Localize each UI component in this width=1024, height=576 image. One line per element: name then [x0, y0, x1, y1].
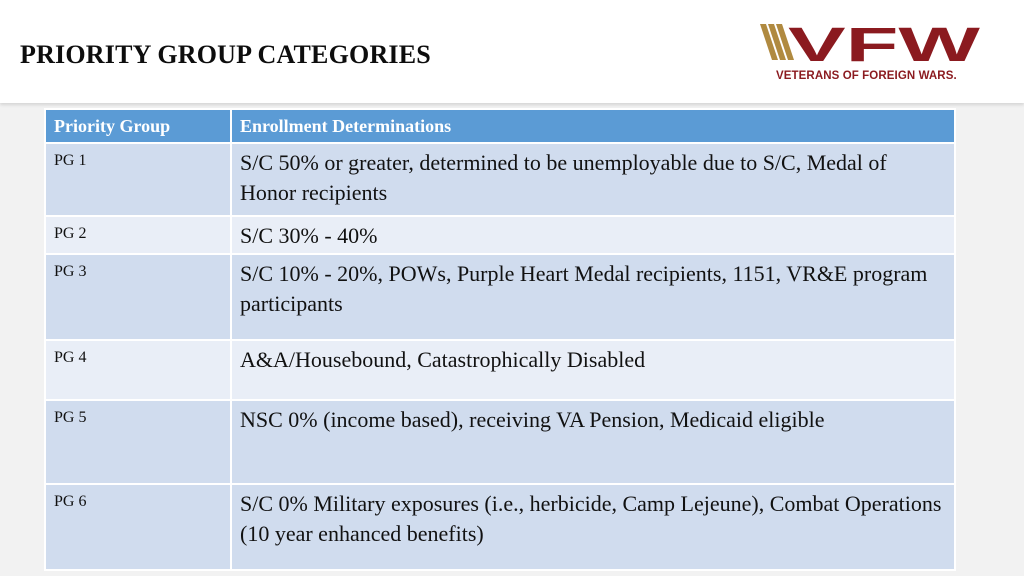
- cell-group: PG 6: [45, 484, 231, 570]
- cell-determination: S/C 0% Military exposures (i.e., herbicide, Camp Lejeune), Combat Operations (10 year enhanced benefits): [231, 484, 955, 570]
- table-row: [45, 216, 955, 254]
- table-header-row: [45, 109, 955, 143]
- logo-tagline: VETERANS OF FOREIGN WARS.: [776, 70, 957, 82]
- slide-header: [0, 0, 1024, 103]
- cell-determination: S/C 10% - 20%, POWs, Purple Heart Medal recipients, 1151, VR&E program participants: [231, 254, 955, 340]
- page-title: PRIORITY GROUP CATEGORIES: [20, 40, 431, 69]
- vfw-logo: [760, 20, 982, 86]
- logo-text: VFW: [788, 20, 982, 68]
- table-row: [45, 400, 955, 484]
- cell-group: PG 4: [45, 340, 231, 400]
- cell-group: PG 3: [45, 254, 231, 340]
- table-row: [45, 484, 955, 570]
- cell-determination: A&A/Housebound, Catastrophically Disabled: [231, 340, 955, 400]
- table-row: [45, 340, 955, 400]
- table-row: [45, 254, 955, 340]
- cell-group: PG 1: [45, 143, 231, 216]
- column-header-enrollment: Enrollment Determinations: [231, 109, 955, 143]
- priority-group-table: [44, 108, 956, 571]
- vfw-logo-mark: [760, 20, 982, 68]
- cell-group: PG 5: [45, 400, 231, 484]
- cell-determination: NSC 0% (income based), receiving VA Pension, Medicaid eligible: [231, 400, 955, 484]
- table-row: [45, 143, 955, 216]
- cell-determination: S/C 50% or greater, determined to be unemployable due to S/C, Medal of Honor recipients: [231, 143, 955, 216]
- cell-determination: S/C 30% - 40%: [231, 216, 955, 254]
- cell-group: PG 2: [45, 216, 231, 254]
- column-header-priority-group: Priority Group: [45, 109, 231, 143]
